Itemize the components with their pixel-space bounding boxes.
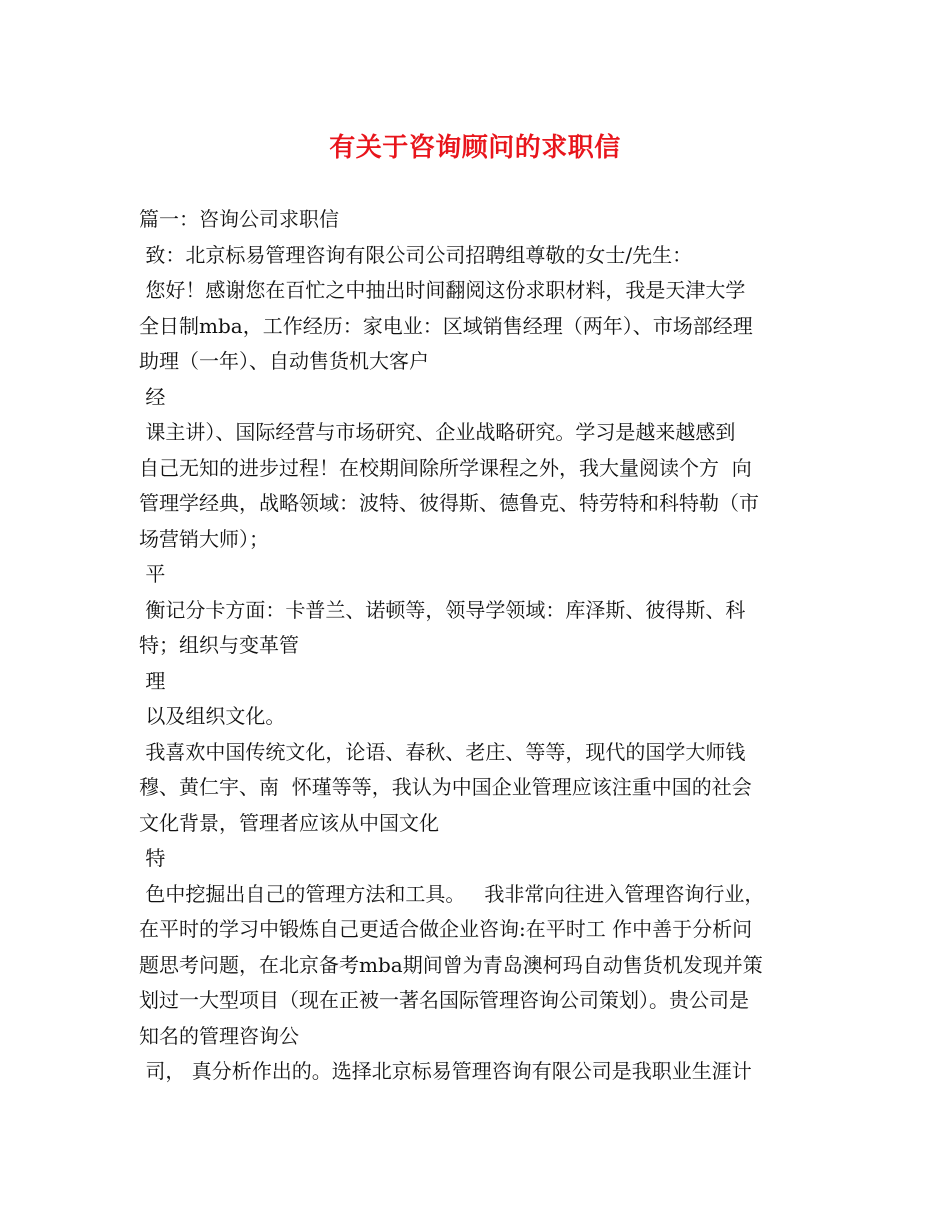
body-line: 穆、黄仁宇、南 怀瑾等等，我认为中国企业管理应该注重中国的社会: [139, 775, 752, 799]
body-line: 划过一大型项目（现在正被一著名国际管理咨询公司策划）。贵公司是: [139, 988, 749, 1012]
body-line: 全日制mba，工作经历：家电业：区域销售经理（两年）、市场部经理: [139, 313, 753, 338]
body-line: 司， 真分析作出的。选择北京标易管理咨询有限公司是我职业生涯计: [139, 1059, 752, 1083]
body-line: 助理（一年）、自动售货机大客户: [139, 349, 429, 373]
body-line: 经: [139, 384, 166, 409]
body-line: 题思考问题，在北京备考mba期间曾为青岛澳柯玛自动售货机发现并策: [139, 952, 763, 977]
body-line: 自己无知的进步过程！在校期间除所学课程之外，我大量阅读个方 向: [139, 455, 752, 480]
body-line: 您好！感谢您在百忙之中抽出时间翻阅这份求职材料，我是天津大学: [139, 278, 746, 302]
body-line: 致：北京标易管理咨询有限公司公司招聘组尊敬的女士/先生：: [139, 242, 693, 267]
body-line: 课主讲）、国际经营与市场研究、企业战略研究。学习是越来越感到: [139, 420, 736, 444]
body-line: 平: [139, 562, 166, 586]
body-line: 我喜欢中国传统文化，论语、春秋、老庄、等等，现代的国学大师钱: [139, 739, 746, 764]
body-line: 文化背景，管理者应该从中国文化: [139, 810, 439, 835]
body-line: 理: [139, 668, 166, 693]
body-line: 以及组织文化。: [139, 704, 286, 728]
body-line: 知名的管理咨询公: [139, 1023, 299, 1048]
body-line: 色中挖掘出自己的管理方法和工具。 我非常向往进入管理咨询行业，: [139, 881, 765, 906]
document-body: [139, 202, 819, 1090]
body-line: 篇一：咨询公司求职信: [139, 207, 339, 231]
body-line: 特: [139, 846, 166, 870]
body-line: 管理学经典，战略领域：波特、彼得斯、德鲁克、特劳特和科特勒（市: [139, 491, 759, 515]
body-line: 衡记分卡方面：卡普兰、诺顿等，领导学领域：库泽斯、彼得斯、科: [139, 597, 746, 622]
body-line: 特；组织与变革管: [139, 633, 299, 657]
body-line: 场营销大师）；: [139, 526, 269, 551]
document-title: 有关于咨询顾问的求职信: [329, 133, 621, 163]
body-line: 在平时的学习中锻炼自己更适合做企业咨询:在平时工 作中善于分析问: [139, 917, 753, 941]
